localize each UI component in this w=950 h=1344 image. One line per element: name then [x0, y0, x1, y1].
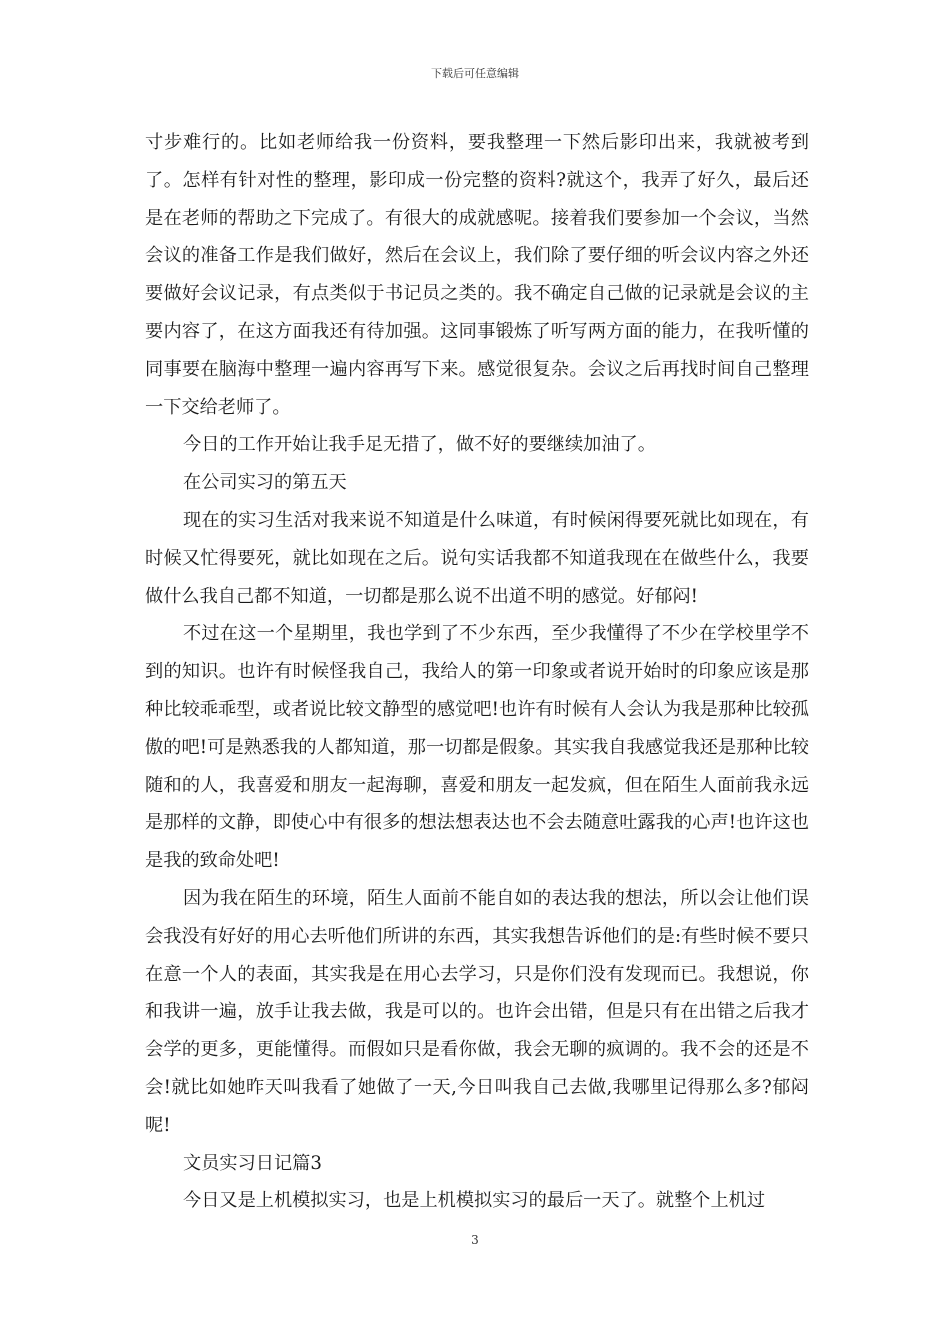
section-heading: 文员实习日记篇3: [183, 1152, 322, 1174]
paragraph: 今日又是上机模拟实习，也是上机模拟实习的最后一天了。就整个上机过: [183, 1190, 766, 1212]
paragraph: 不过在这一个星期里，我也学到了不少东西，至少我懂得了不少在学校里学不到的知识。也许有时候怪我自己，我给人的第一印象或者说开始时的印象应该是那种比较乖乖型，或者说比较文静型的感觉吧!也许有时候有人会认为我是那种比较孤傲的吧!可是熟悉我的人都知道，那一切都是假象。其实我自我感觉我还是那种比较随和的人，我喜爱和朋友一起海聊，喜爱和朋友一起发疯，但在陌生人面前我永远是那样的文静，即使心中有很多的想法想表达也不会去随意吐露我的心声!也许这也是我的致命处吧!: [145, 623, 809, 872]
paragraph: 今日的工作开始让我手足无措了，做不好的要继续加油了。: [183, 434, 656, 456]
paragraph: 因为我在陌生的环境，陌生人面前不能自如的表达我的想法，所以会让他们误会我没有好好的用心去听他们所讲的东西，其实我想告诉他们的是:有些时候不要只在意一个人的表面，其实我是在用心去学习，只是你们没有发现而已。我想说，你和我讲一遍，放手让我去做，我是可以的。也许会出错，但是只有在出错之后我才会学的更多，更能懂得。而假如只是看你做，我会无聊的疯调的。我不会的还是不会!就比如她昨天叫我看了她做了一天,今日叫我自己去做,我哪里记得那么多?郁闷呢!: [145, 887, 809, 1136]
document-body: [145, 124, 809, 1220]
page-number: 3: [471, 1233, 479, 1247]
section-heading: 在公司实习的第五天: [183, 472, 347, 494]
page-header: 下载后可任意编辑: [431, 67, 519, 80]
paragraph: 现在的实习生活对我来说不知道是什么味道，有时候闲得要死就比如现在，有时候又忙得要死，就比如现在之后。说句实话我都不知道我现在在做些什么，我要做什么我自己都不知道，一切都是那么说不出道不明的感觉。好郁闷!: [145, 509, 809, 607]
paragraph-continuation: 寸步难行的。比如老师给我一份资料，要我整理一下然后影印出来，我就被考到了。怎样有针对性的整理，影印成一份完整的资料?就这个，我弄了好久，最后还是在老师的帮助之下完成了。有很大的成就感呢。接着我们要参加一个会议，当然会议的准备工作是我们做好，然后在会议上，我们除了要仔细的听会议内容之外还要做好会议记录，有点类似于书记员之类的。我不确定自己做的记录就是会议的主要内容了，在这方面我还有待加强。这同事锻炼了听写两方面的能力，在我听懂的同事要在脑海中整理一遍内容再写下来。感觉很复杂。会议之后再找时间自己整理一下交给老师了。: [145, 132, 809, 418]
